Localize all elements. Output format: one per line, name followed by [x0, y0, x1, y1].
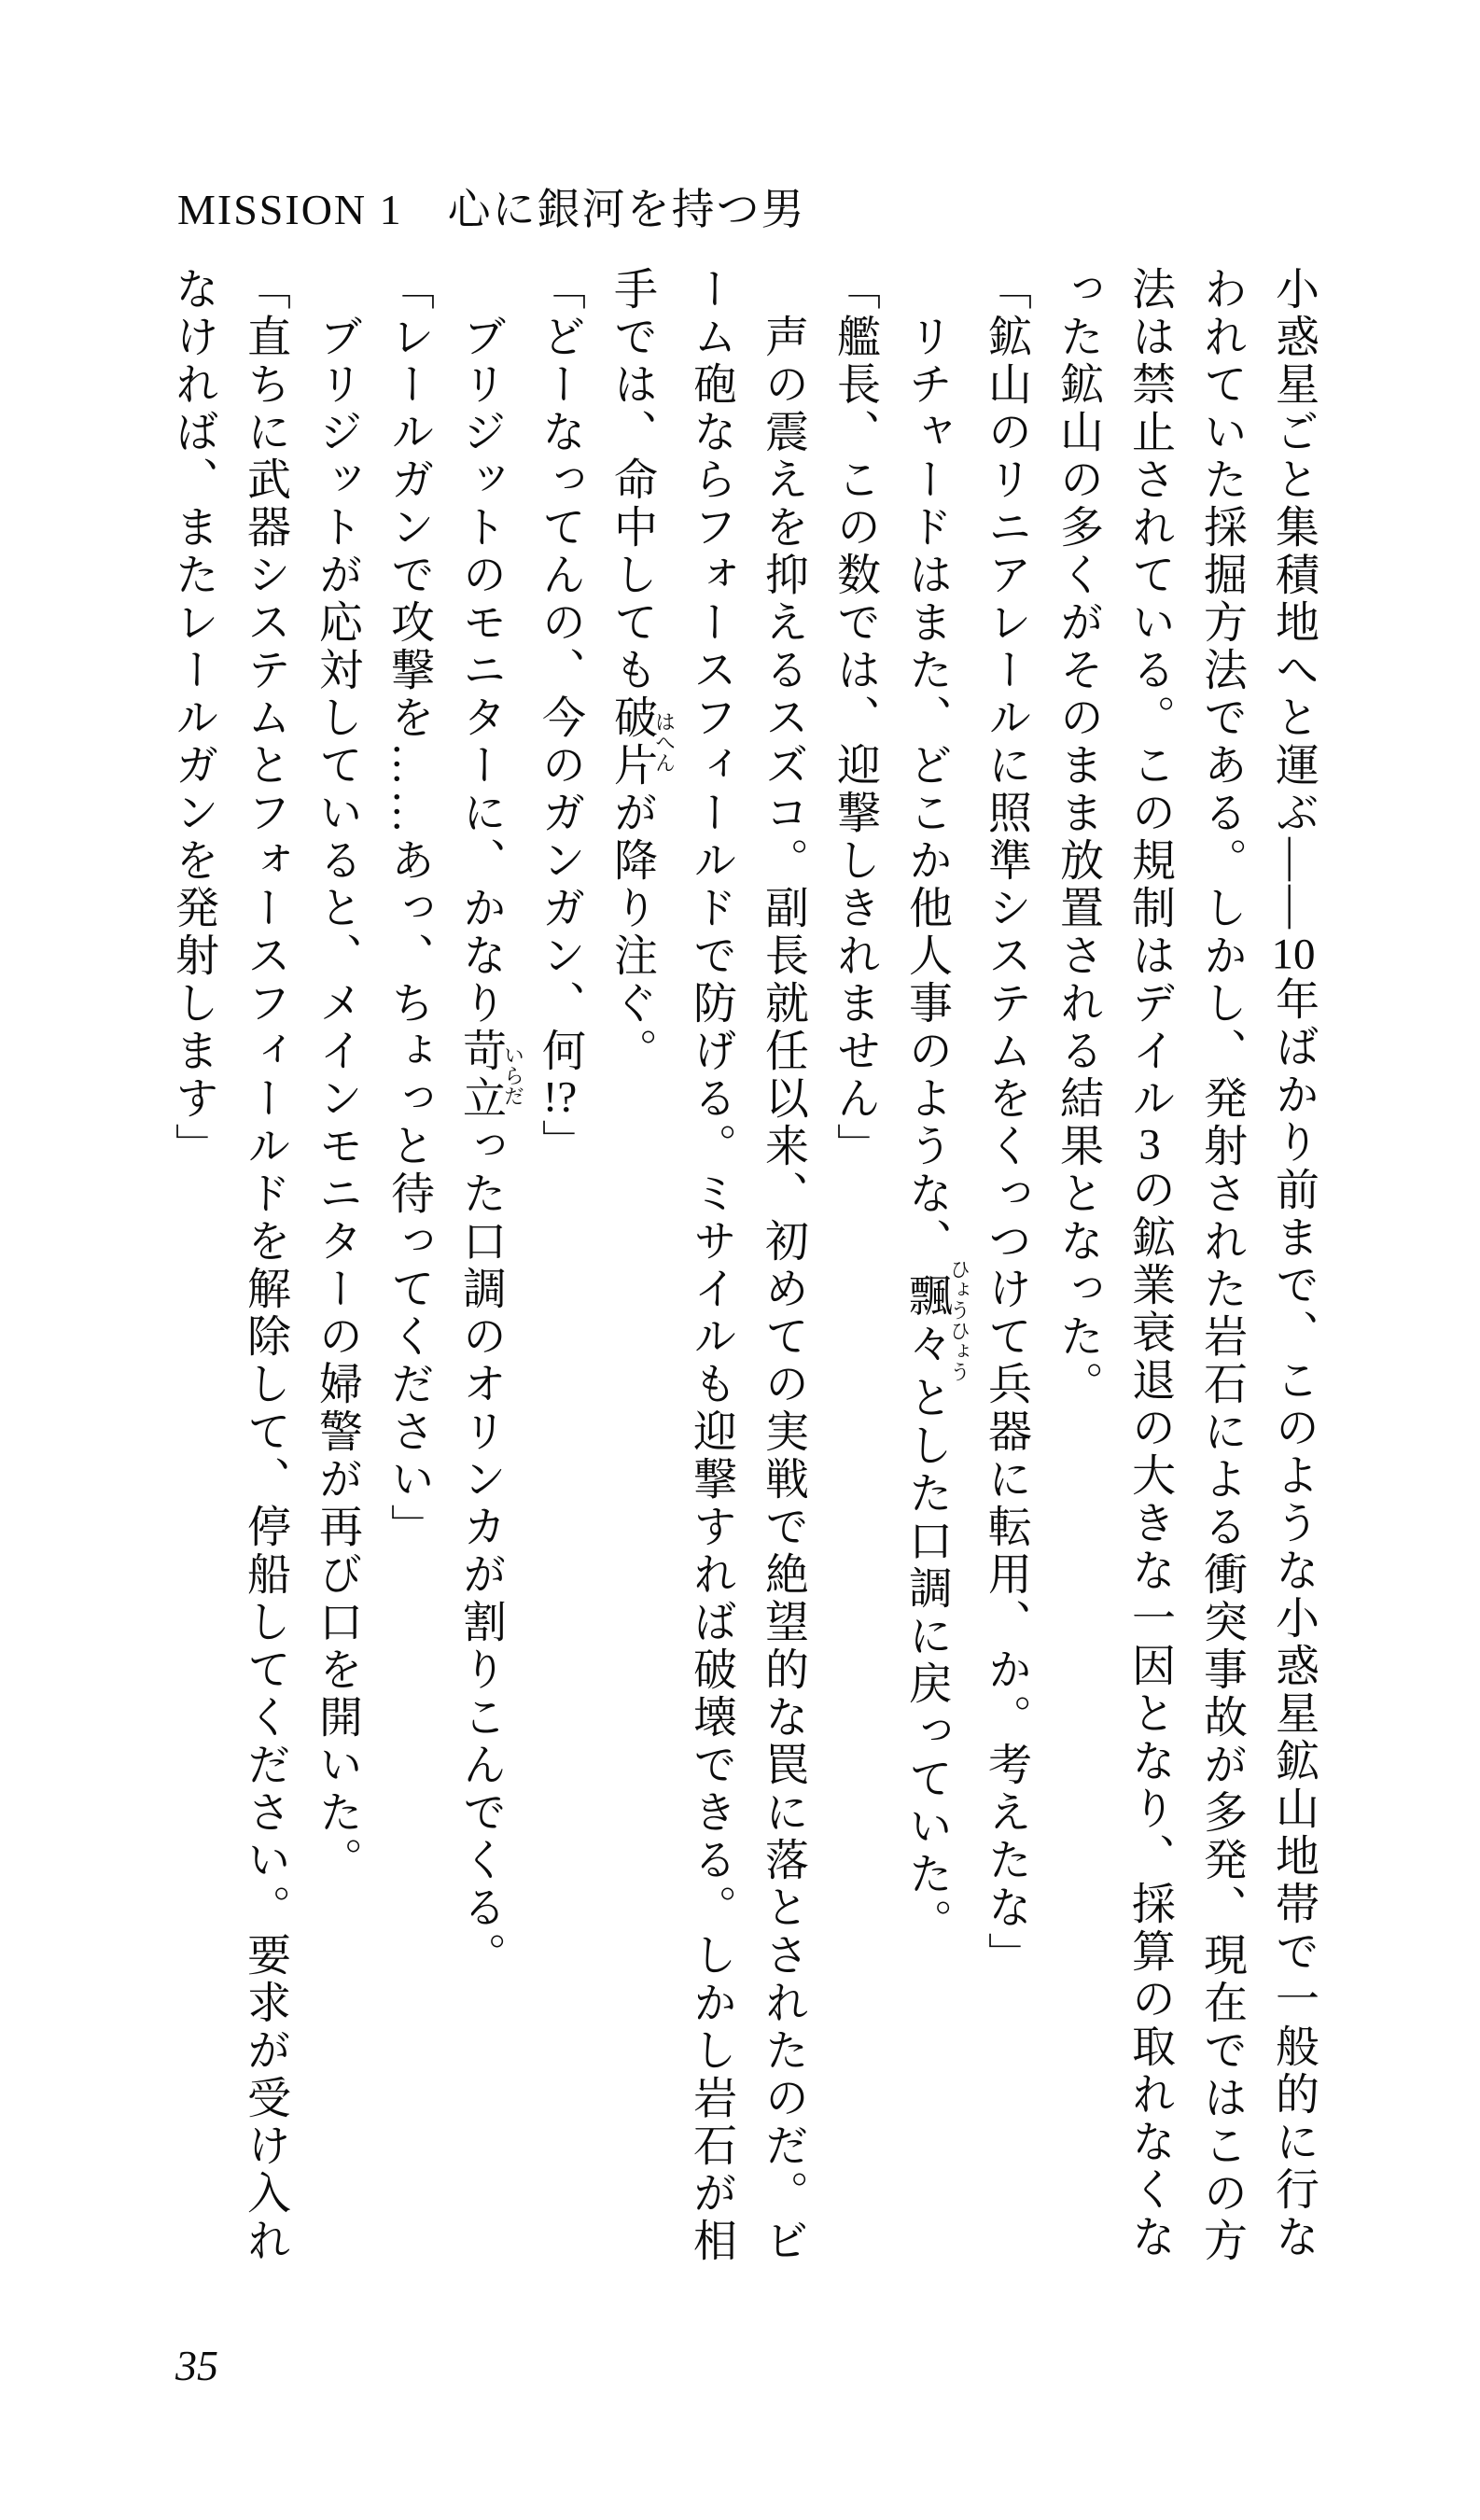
- text-line: 「レールガンで攻撃を……あっ、ちょっと待ってください」: [384, 266, 433, 1551]
- text-line: 「どーなってんの、今のガンガン、何!?」: [536, 266, 584, 1167]
- text-line: 「艦長、この数では、迎撃しきれません」: [831, 266, 879, 1170]
- text-line: なければ、またレールガンを発射します」: [169, 266, 217, 1170]
- text-line: ーム砲ならフォースフィールドで防げる。ミサイルも迎撃すれば破壊できる。しかし岩石が相: [687, 266, 735, 2265]
- text-line: 手では、命中しても破片はへんが降り注ぐ。: [607, 266, 677, 1075]
- tatechuyoko-text: !?: [542, 1075, 578, 1119]
- body-text: [157, 266, 1329, 2296]
- tatechuyoko-text: 10: [1271, 932, 1316, 976]
- ruby-annotated-word: 飄々ひょうひょう: [902, 1258, 971, 1382]
- text-line: 声の震えを抑えるスズコ。副長就任以来、初めての実戦で絶望的な罠に落とされたのだ。ビ: [759, 266, 807, 2265]
- chapter-title: 心に銀河を持つ男: [447, 186, 806, 233]
- tatechuyoko-text: 3: [1138, 1123, 1161, 1167]
- ruby-annotated-word: 苛立いらだ: [456, 1028, 525, 1123]
- text-line: 小惑星ごと集積地へと運ぶ――10年ばかり前まで、このような小惑星鉱山地帯で一般的に行な: [1269, 266, 1318, 2261]
- text-line: われていた採掘方法である。しかし、発射された岩石による衝突事故が多発、現在ではこの方: [1197, 266, 1246, 2265]
- chapter-header: [177, 175, 806, 237]
- text-line: 「直ちに武器システムとフォースフィールドを解除して、停船してください。要求が受け入れ: [241, 266, 289, 2265]
- text-line: ブリジットが応対していると、メインモニターの婦警が再び口を開いた。: [313, 266, 361, 1884]
- mission-label: MISSION 1: [177, 186, 403, 233]
- text-line: ブリジットのモニターに、かなり苛立いらだった口調のオリンカが割りこんでくる。: [456, 266, 525, 1980]
- text-line: 法は禁止されている。この規制はデイル3の鉱業衰退の大きな一因となり、採算の取れなくな: [1125, 266, 1174, 2261]
- page-number: 35: [175, 2342, 218, 2389]
- ruby-annotated-word: 破片はへん: [607, 694, 677, 790]
- text-line: 「鉱山のリニアレールに照準システムをくっつけて兵器に転用、か。考えたな」: [982, 266, 1030, 1980]
- text-line: った鉱山の多くがそのまま放置される結果となった。: [1054, 266, 1102, 1408]
- text-line: リチャードはまた、どこか他人事のような、飄々ひょうひょうとした口調に戻っていた。: [902, 266, 971, 1946]
